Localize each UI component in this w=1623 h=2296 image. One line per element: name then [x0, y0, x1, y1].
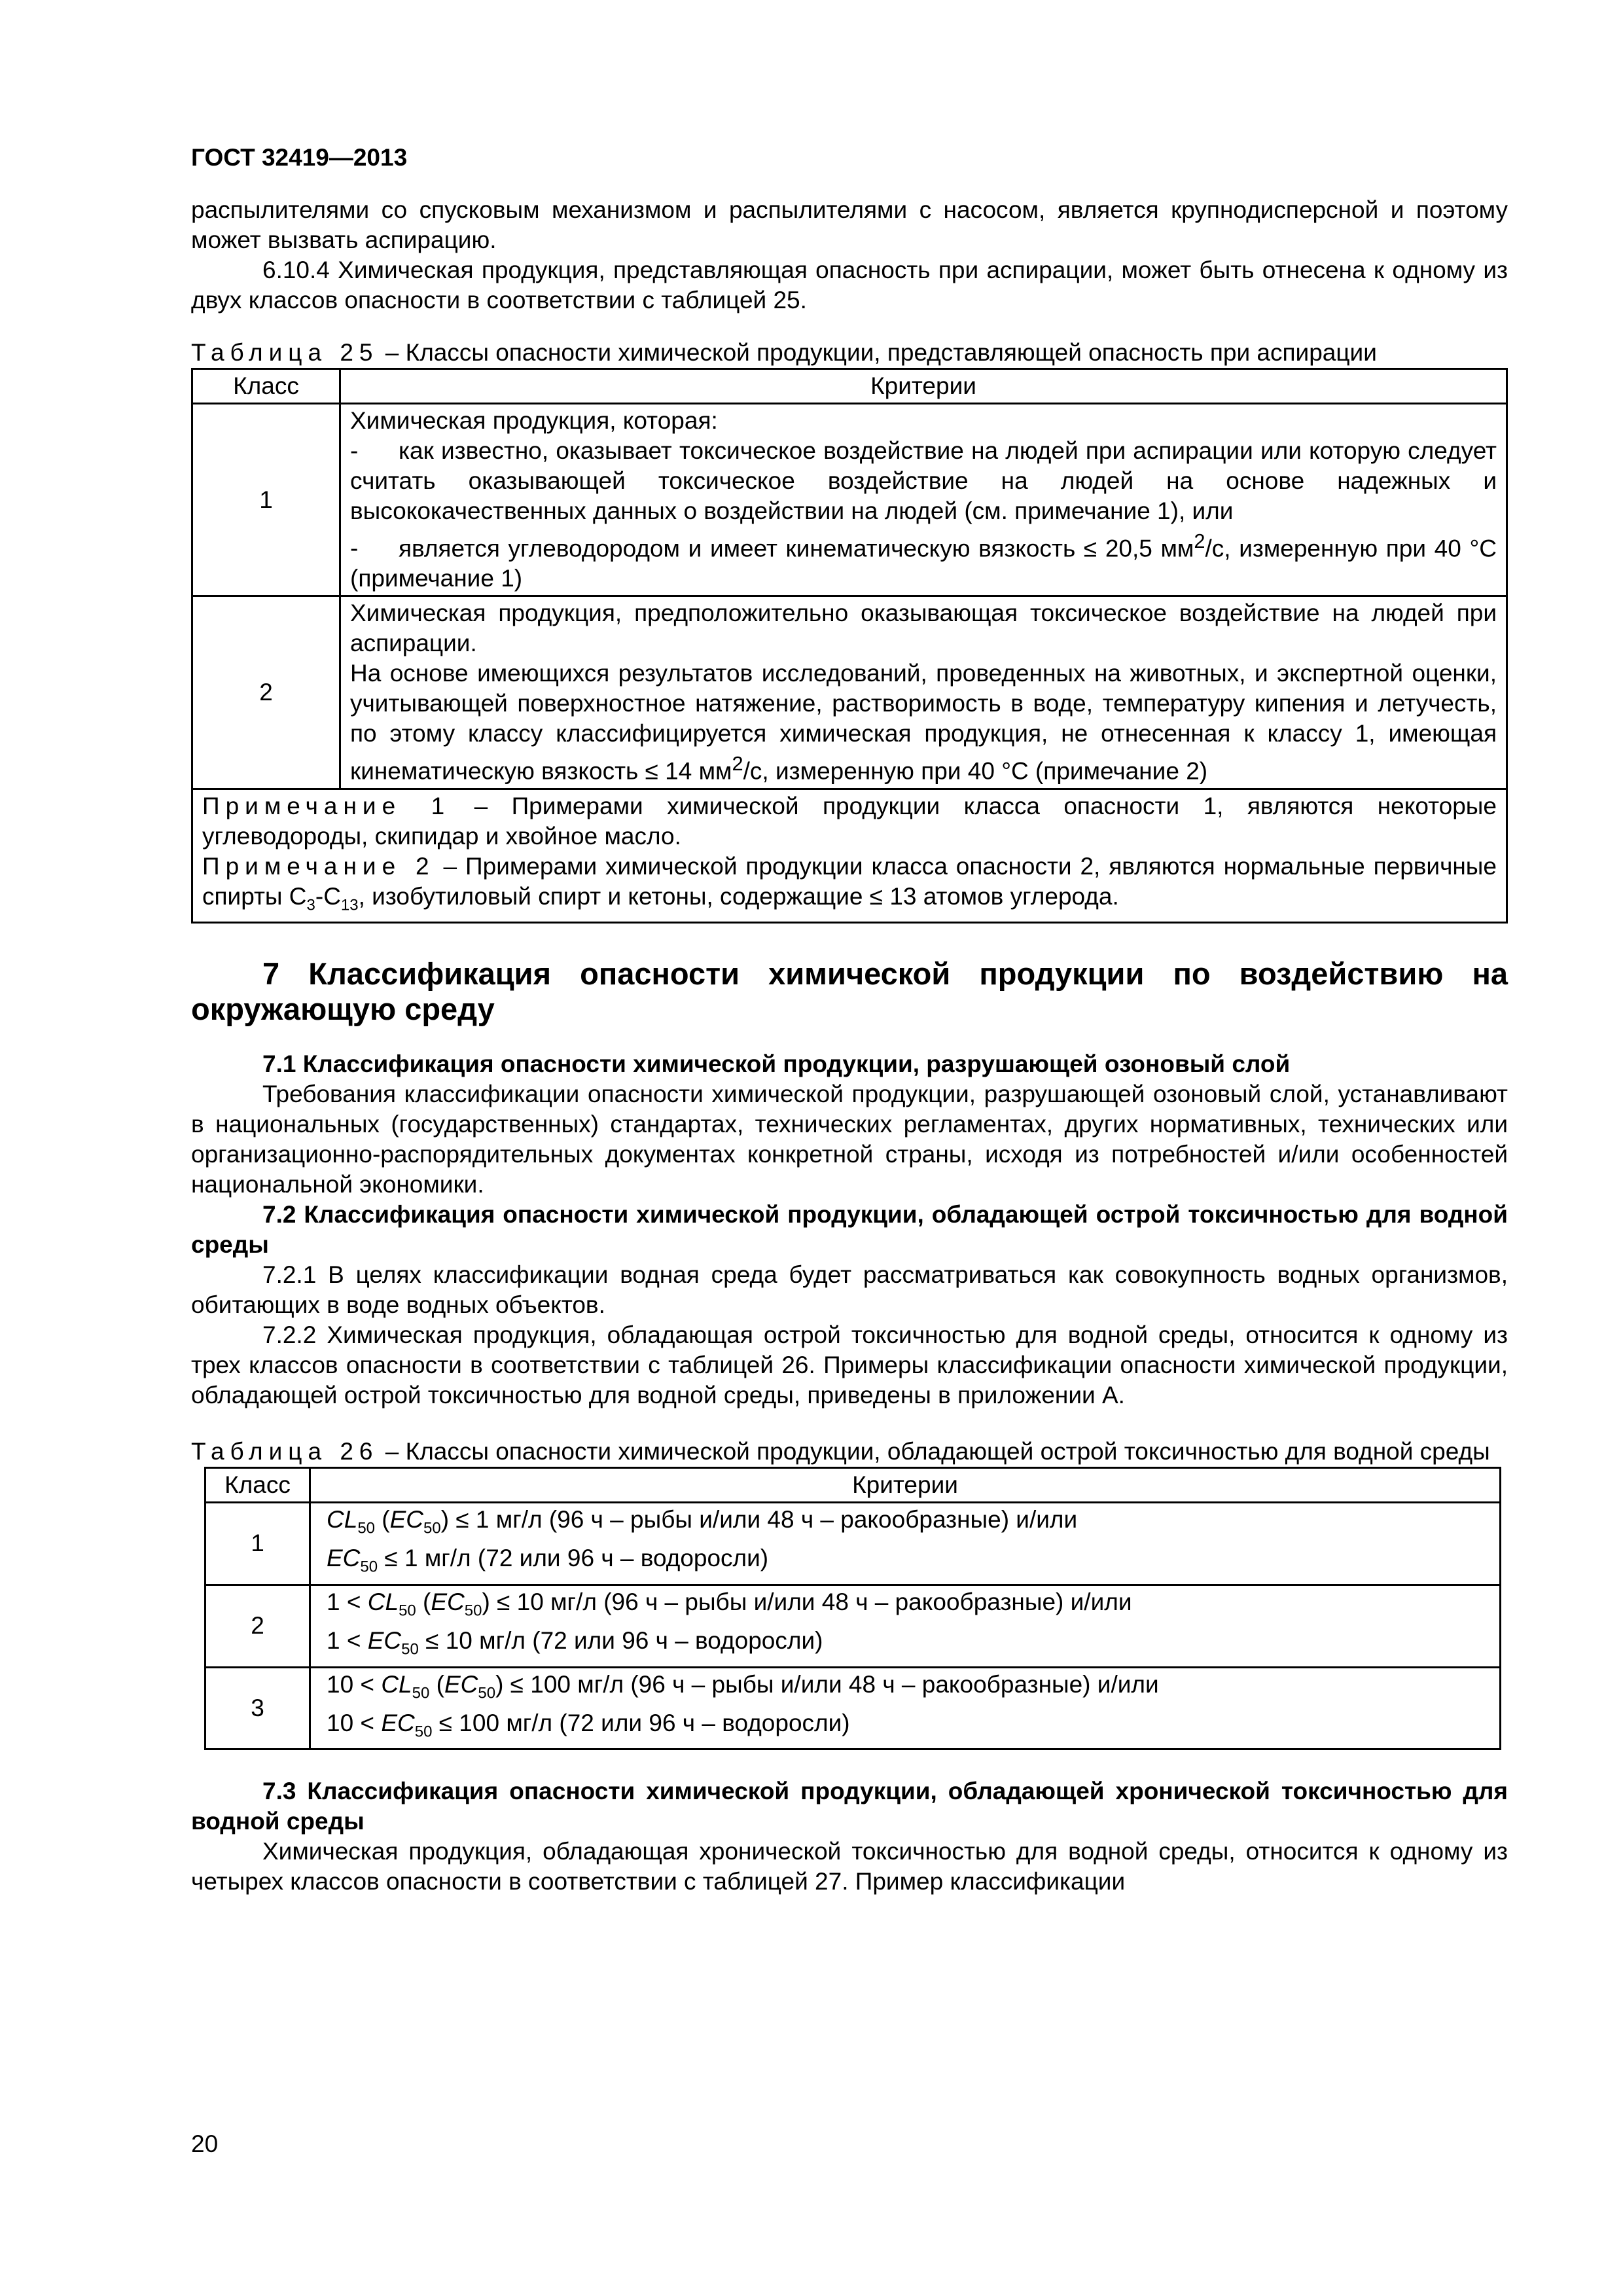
note-text: – Примерами химической продукции класса опасности 2, являются нормальные первичные спирты С	[202, 852, 1497, 910]
criteria-text: ≤ 10 мг/л (96 ч – рыбы и/или 48 ч – ракообразные) и/или	[497, 1588, 1132, 1615]
table-row	[192, 789, 1507, 922]
criteria-bullet: - является углеводородом и имеет кинематическую вязкость ≤ 20,5 $мм^2/с$, измеренную при 40 °С (примечание 1)	[350, 529, 1497, 592]
section-7-3-title: 7.3 Классификация опасности химической продукции, обладающей хронической токсичностью для водной среды	[191, 1778, 1508, 1835]
criteria-text: На основе имеющихся результатов исследований, проведенных на животных, и экспертной оценки, учитывающей поверхностное натяжение, растворимость в воде, температуру кипения и летучесть, по этому классу классифицируется химическая продукция, не отнесенная к классу 1, имеющая кинематическую вязкость ≤ 14 мм	[350, 660, 1497, 785]
table-26-row2-class: 2	[205, 1585, 310, 1667]
paragraph-intro-1: распылителями со спусковым механизмом и распылителями с насосом, является крупнодисперсной и поэтому может вызвать аспирацию.	[191, 196, 1508, 253]
table-25-row1-class: 1	[192, 404, 340, 596]
subscript: 50	[464, 1602, 482, 1620]
subscript: 50	[414, 1723, 433, 1741]
table-26-label: Таблица 26	[191, 1438, 379, 1465]
table-25-notes	[192, 789, 1507, 922]
table-25-row2-class: 2	[192, 596, 340, 789]
subscript: 50	[412, 1684, 430, 1702]
criteria-text: ≤ 100 мг/л (96 ч – рыбы и/или 48 ч – ракообразные) и/или	[510, 1670, 1159, 1698]
criteria-line	[350, 658, 1497, 786]
section-7-1-text: Требования классификации опасности химической продукции, разрушающей озоновый слой, устанавливают в национальных (государственных) стандартах, технических регламентах, других нормативных, технических или организационно-распорядительных документах конкретной страны, исходя из потребностей и/или особенностей национальной экономики.	[191, 1081, 1508, 1198]
term: EC	[431, 1588, 465, 1615]
criteria-line: Химическая продукция, которая:	[350, 407, 718, 434]
superscript: 2	[1194, 529, 1205, 552]
document-page	[191, 144, 1508, 1897]
table-25-header-class: Класс	[192, 369, 340, 404]
table-row	[205, 1667, 1501, 1749]
table-25-header-criteria: Критерии	[340, 369, 1507, 404]
term: EC	[367, 1627, 402, 1655]
criteria-text: ≤ 100 мг/л (72 или 96 ч – водоросли)	[438, 1710, 850, 1736]
note-1	[202, 791, 1497, 852]
spacer	[191, 1750, 1508, 1776]
criteria-line: $10 < CL_{50}$ $(EC_{50}) \le 100$ мг/л (96 ч – рыбы и/или 48 ч – ракообразные) и/или	[327, 1670, 1159, 1702]
criteria-text: ≤ 10 мг/л (72 или 96 ч – водоросли)	[425, 1627, 823, 1655]
superscript: 2	[732, 752, 743, 776]
criteria-text: ≤ 1 мг/л (96 ч – рыбы и/или 48 ч – ракообразные) и/или	[455, 1506, 1078, 1534]
subscript: 50	[478, 1684, 496, 1702]
table-25-label: Таблица 25	[191, 339, 379, 366]
section-7-1-title: 7.1 Классификация опасности химической продукции, разрушающей озоновый слой	[262, 1050, 1291, 1078]
bullet-text: как известно, оказывает токсическое воздействие на людей при аспирации или которую следует считать оказывающей токсическое воздействие на людей на основе надежных и высококачественных данных о воздействии на людей (см. примечание 1), или	[350, 437, 1497, 524]
note-2	[202, 852, 1497, 920]
table-26-row2-criteria	[310, 1585, 1501, 1667]
table-26-header-criteria: Критерии	[310, 1468, 1501, 1503]
table-row	[205, 1503, 1501, 1585]
note-label: Примечание 1	[202, 792, 451, 819]
document-header: ГОСТ 32419—2013	[191, 144, 408, 171]
criteria-line	[327, 1626, 1490, 1664]
criteria-text: ≤ 1 мг/л (72 или 96 ч – водоросли)	[384, 1545, 769, 1572]
subscript: 3	[306, 896, 315, 914]
table-26	[204, 1467, 1501, 1750]
section-7-3-text: Химическая продукция, обладающая хронической токсичностью для водной среды, относится к одному из четырех классов опасности в соответствии с таблицей 27. Пример классификации	[191, 1838, 1508, 1895]
subscript: 50	[401, 1640, 419, 1659]
term: EC	[327, 1545, 361, 1572]
table-25-caption	[191, 338, 1508, 368]
criteria-text: 10 <	[327, 1670, 375, 1698]
note-text: -С	[315, 882, 341, 910]
table-26-row1-criteria	[310, 1503, 1501, 1585]
table-row	[205, 1585, 1501, 1667]
criteria-line: $CL_{50}$ $(EC_{50}) \le 1$ мг/л (96 ч – рыбы и/или 48 ч – ракообразные) и/или	[327, 1506, 1078, 1537]
paragraph-7-2-2: 7.2.2 Химическая продукция, обладающая острой токсичностью для водной среды, относится к одному из трех классов опасности в соответствии с таблицей 26. Примеры классификации опасности химической продукции, обладающей острой токсичностью для водной среды, приведены в приложении А.	[191, 1321, 1508, 1409]
table-26-caption	[191, 1437, 1508, 1467]
section-7-2-title: 7.2 Классификация опасности химической продукции, обладающей острой токсичностью для водной среды	[191, 1201, 1508, 1259]
criteria-text: 10 <	[327, 1710, 375, 1736]
table-25-row2-criteria	[340, 596, 1507, 789]
criteria-line	[327, 1708, 1490, 1747]
criteria-text: 1 <	[327, 1627, 361, 1655]
criteria-line	[327, 1543, 1490, 1582]
table-25-row1-criteria	[340, 404, 1507, 596]
table-26-row3-criteria	[310, 1667, 1501, 1749]
table-26-caption-text: – Классы опасности химической продукции, обладающей острой токсичностью для водной среды	[378, 1438, 1490, 1465]
term: EC	[381, 1710, 415, 1736]
note-label: Примечание 2	[202, 852, 435, 880]
term: EC	[389, 1506, 424, 1534]
table-row	[192, 404, 1507, 596]
term: EC	[444, 1670, 478, 1698]
bullet-text: является углеводородом и имеет кинематическую вязкость ≤ 20,5 мм	[399, 535, 1194, 562]
paragraph-6-10-4: 6.10.4 Химическая продукция, представляющая опасность при аспирации, может быть отнесена к одному из двух классов опасности в соответствии с таблицей 25.	[191, 257, 1508, 314]
criteria-bullet: - как известно, оказывает токсическое воздействие на людей при аспирации или которую следует считать оказывающей токсическое воздействие на людей на основе надежных и высококачественных данных о воздействии на людей (см. примечание 1), или	[350, 437, 1497, 524]
subscript: 50	[360, 1558, 378, 1576]
note-text: , изобутиловый спирт и кетоны, содержащие ≤ 13 атомов углерода.	[358, 882, 1119, 910]
bullet-text: /с, измеренную при 40 °С (примечание 1)	[350, 535, 1497, 592]
term: CL	[327, 1506, 358, 1534]
section-7-title: 7 Классификация опасности химической продукции по воздействию на окружающую среду	[191, 956, 1508, 1027]
term: CL	[367, 1588, 399, 1615]
subscript: 50	[357, 1519, 376, 1537]
paragraph-7-2-1: 7.2.1 В целях классификации водная среда будет рассматриваться как совокупность водных организмов, обитающих в воде водных объектов.	[191, 1261, 1508, 1319]
note-text: – Примерами химической продукции класса опасности 1, являются некоторые углеводороды, скипидар и хвойное масло.	[202, 792, 1497, 850]
criteria-line: $1 < CL_{50}$ $(EC_{50}) \le 10$ мг/л (96 ч – рыбы и/или 48 ч – ракообразные) и/или	[327, 1588, 1132, 1620]
table-26-row1-class: 1	[205, 1503, 310, 1585]
table-26-row3-class: 3	[205, 1667, 310, 1749]
criteria-line: Химическая продукция, предположительно оказывающая токсическое воздействие на людей при аспирации.	[350, 600, 1497, 657]
term: CL	[381, 1670, 412, 1698]
table-26-header-class: Класс	[205, 1468, 310, 1503]
subscript: 50	[423, 1519, 441, 1537]
page-number: 20	[191, 2130, 219, 2157]
criteria-text: /с, измеренную при 40 °С (примечание 2)	[743, 757, 1208, 785]
subscript: 13	[340, 896, 359, 914]
table-row	[192, 596, 1507, 789]
criteria-text: 1 <	[327, 1588, 361, 1615]
subscript: 50	[399, 1602, 416, 1620]
table-25-caption-text: – Классы опасности химической продукции, представляющей опасность при аспирации	[378, 339, 1377, 366]
table-25	[191, 368, 1508, 924]
